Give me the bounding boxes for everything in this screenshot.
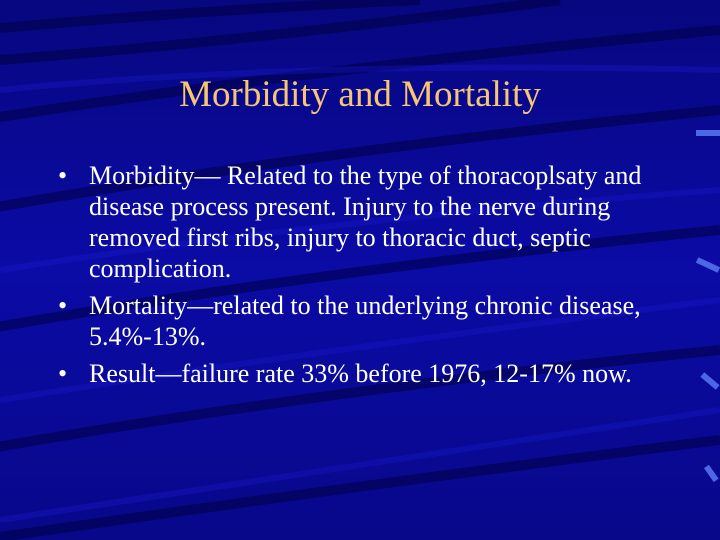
- bullet-item: [58, 358, 658, 389]
- bullet-marker: •: [58, 291, 68, 320]
- bullet-marker: •: [58, 359, 68, 388]
- bullet-item: [58, 290, 658, 352]
- bullet-item: [58, 160, 658, 284]
- bullet-marker: •: [58, 161, 68, 190]
- bullet-text: Result—failure rate 33% before 1976, 12-17% now.: [89, 359, 632, 388]
- bullet-text: Mortality—related to the underlying chronic disease, 5.4%-13%.: [89, 291, 641, 351]
- slide-title: Morbidity and Mortality: [179, 74, 541, 115]
- bullet-text: Morbidity— Related to the type of thoracoplsaty and disease process present. Injury to the nerve during removed first ribs, injury to thoracic duct, septic complication.: [89, 161, 642, 283]
- bullet-list: [58, 160, 658, 395]
